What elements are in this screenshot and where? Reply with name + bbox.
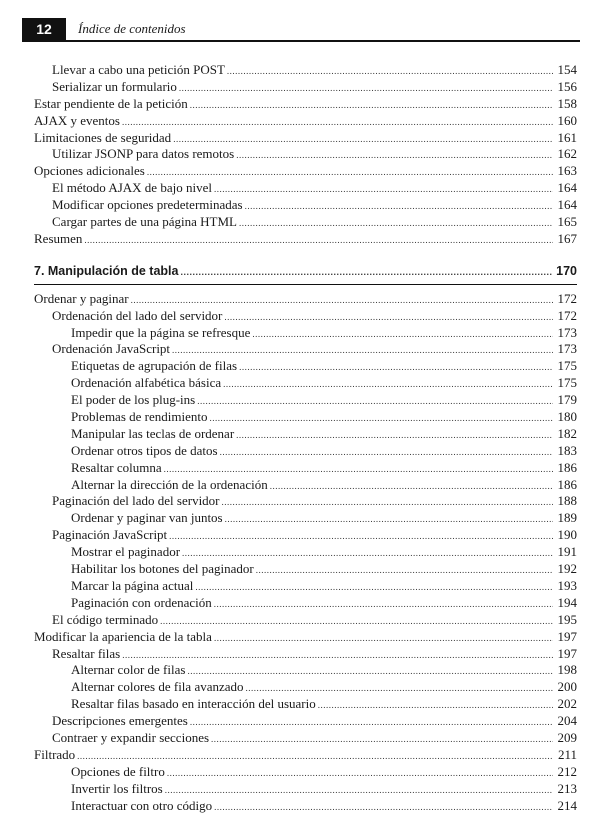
dot-leader: [214, 799, 553, 816]
toc-entry: [34, 426, 577, 443]
toc-entry: [34, 544, 577, 561]
toc-entry: [34, 409, 577, 426]
toc-entry: [34, 62, 577, 79]
toc-entry: [34, 214, 577, 231]
chapter-page-number: 170: [556, 263, 577, 278]
toc-entry-page-number: 198: [557, 662, 577, 678]
toc-entry-page-number: 188: [557, 493, 577, 509]
toc-entry: [34, 308, 577, 325]
toc-entry-page-number: 211: [557, 746, 577, 762]
toc-entry-label: Opciones de filtro: [71, 763, 165, 779]
dot-leader: [236, 427, 553, 444]
toc-entry: [34, 163, 577, 180]
dot-leader: [167, 765, 553, 782]
toc-entry-page-number: 180: [557, 409, 577, 425]
dot-leader: [245, 198, 553, 215]
toc-entry-label: Opciones adicionales: [34, 163, 145, 179]
toc-entry-label: Modificar la apariencia de la tabla: [34, 628, 212, 644]
toc-entry: [34, 561, 577, 578]
toc-entry-label: Filtrado: [34, 746, 76, 762]
toc-entry-page-number: 193: [557, 577, 577, 593]
toc-entry-label: Habilitar los botones del paginador: [71, 561, 254, 577]
dot-leader: [179, 80, 553, 97]
dot-leader: [252, 326, 553, 343]
dot-leader: [190, 714, 553, 731]
dot-leader: [256, 562, 553, 579]
toc-entry-page-number: 154: [557, 62, 577, 77]
dot-leader: [147, 164, 553, 181]
toc-entry: [34, 113, 577, 130]
table-of-contents: [34, 62, 577, 814]
toc-entry-label: El código terminado: [52, 611, 159, 627]
toc-entry: [34, 325, 577, 342]
toc-entry-page-number: 172: [557, 307, 577, 323]
toc-entry: [34, 612, 577, 629]
dot-leader: [190, 97, 553, 114]
dot-leader: [84, 232, 553, 249]
dot-leader: [224, 309, 553, 326]
toc-entry-page-number: 175: [557, 358, 577, 374]
toc-entry: [34, 341, 577, 358]
dot-leader: [318, 697, 553, 714]
toc-entry-label: Resaltar filas basado en interacción del usuario: [71, 696, 316, 712]
toc-entry-page-number: 197: [557, 628, 577, 644]
toc-entry-page-number: 165: [557, 214, 577, 230]
toc-entry-page-number: 186: [557, 476, 577, 492]
toc-entry-label: Marcar la página actual: [71, 577, 194, 593]
toc-entry-label: Descripciones emergentes: [52, 713, 188, 729]
toc-entry: [34, 713, 577, 730]
dot-leader: [173, 131, 553, 148]
dot-leader: [246, 680, 553, 697]
dot-leader: [222, 494, 553, 511]
toc-section-after: [34, 291, 577, 815]
dot-leader: [180, 264, 553, 281]
dot-leader: [172, 342, 553, 359]
dot-leader: [131, 292, 553, 309]
dot-leader: [220, 444, 553, 461]
toc-entry-page-number: 190: [557, 527, 577, 543]
toc-entry-label: Estar pendiente de la petición: [34, 95, 188, 111]
toc-entry-label: Ordenar otros tipos de datos: [71, 442, 218, 458]
toc-entry-page-number: 200: [557, 679, 577, 695]
toc-entry: [34, 696, 577, 713]
toc-entry: [34, 646, 577, 663]
dot-leader: [214, 596, 553, 613]
toc-entry-page-number: 209: [557, 729, 577, 745]
toc-entry-page-number: 182: [557, 425, 577, 441]
toc-entry: [34, 96, 577, 113]
toc-entry-label: Ordenación JavaScript: [52, 341, 171, 357]
dot-leader: [122, 647, 553, 664]
toc-entry: [34, 493, 577, 510]
toc-entry-page-number: 214: [557, 797, 577, 813]
toc-entry-label: Resaltar columna: [71, 459, 162, 475]
toc-entry-label: Paginación con ordenación: [71, 594, 212, 610]
toc-section-before: [34, 62, 577, 248]
toc-entry: [34, 477, 577, 494]
toc-entry-label: Ordenar y paginar: [34, 290, 129, 306]
page-number-badge: 12: [22, 18, 66, 40]
toc-entry-label: Alternar colores de fila avanzado: [71, 679, 244, 695]
toc-entry-page-number: 191: [557, 544, 577, 560]
dot-leader: [227, 63, 553, 80]
toc-entry-page-number: 183: [557, 442, 577, 458]
dot-leader: [77, 748, 553, 765]
dot-leader: [214, 630, 553, 647]
dot-leader: [209, 410, 553, 427]
dot-leader: [195, 579, 553, 596]
dot-leader: [214, 181, 553, 198]
dot-leader: [169, 528, 553, 545]
dot-leader: [164, 461, 553, 478]
toc-entry-page-number: 167: [557, 230, 577, 246]
dot-leader: [211, 731, 553, 748]
toc-entry-label: Alternar la dirección de la ordenación: [71, 476, 268, 492]
toc-entry-page-number: 160: [557, 112, 577, 128]
toc-entry-page-number: 212: [557, 763, 577, 779]
toc-entry-page-number: 158: [557, 95, 577, 111]
dot-leader: [187, 663, 553, 680]
toc-entry-page-number: 186: [557, 459, 577, 475]
toc-entry-page-number: 179: [557, 392, 577, 408]
dot-leader: [223, 376, 553, 393]
toc-entry-label: Limitaciones de seguridad: [34, 129, 172, 145]
toc-entry: [34, 595, 577, 612]
dot-leader: [239, 215, 553, 232]
toc-entry-label: Cargar partes de una página HTML: [52, 214, 237, 230]
toc-entry: [34, 79, 577, 96]
toc-entry: [34, 460, 577, 477]
toc-entry-page-number: 173: [557, 341, 577, 357]
toc-entry-label: Problemas de rendimiento: [71, 409, 208, 425]
dot-leader: [165, 782, 553, 799]
toc-entry-label: Utilizar JSONP para datos remotos: [52, 146, 235, 162]
chapter-label: 7. Manipulación de tabla: [34, 263, 179, 278]
toc-entry-page-number: 172: [557, 290, 577, 306]
toc-entry-label: Resumen: [34, 230, 83, 246]
toc-entry-label: Contraer y expandir secciones: [52, 729, 210, 745]
toc-entry-page-number: 213: [557, 780, 577, 796]
toc-entry-page-number: 156: [557, 78, 577, 94]
toc-entry-page-number: 164: [557, 180, 577, 196]
toc-entry-page-number: 197: [557, 645, 577, 661]
toc-entry: [34, 231, 577, 248]
toc-entry-label: Ordenación del lado del servidor: [52, 307, 223, 323]
toc-entry: [34, 392, 577, 409]
toc-entry-label: Alternar color de filas: [71, 662, 186, 678]
toc-entry: [34, 358, 577, 375]
toc-entry-page-number: 202: [557, 696, 577, 712]
toc-entry: [34, 679, 577, 696]
dot-leader: [270, 478, 553, 495]
running-header-title: Índice de contenidos: [78, 21, 186, 36]
toc-entry-label: Resaltar filas: [52, 645, 121, 661]
toc-entry-label: El método AJAX de bajo nivel: [52, 180, 212, 196]
dot-leader: [239, 359, 553, 376]
toc-entry-label: Paginación JavaScript: [52, 527, 168, 543]
running-header: [22, 18, 580, 42]
toc-entry: [34, 130, 577, 147]
toc-entry-label: Interactuar con otro código: [71, 797, 213, 813]
dot-leader: [160, 613, 553, 630]
toc-entry-label: Manipular las teclas de ordenar: [71, 425, 235, 441]
toc-entry-label: Serializar un formulario: [52, 78, 177, 94]
toc-entry: [34, 798, 577, 815]
toc-entry-label: AJAX y eventos: [34, 112, 120, 128]
toc-entry: [34, 180, 577, 197]
toc-entry-label: Ordenación alfabética básica: [71, 375, 222, 391]
toc-entry: [34, 662, 577, 679]
toc-entry: [34, 764, 577, 781]
toc-entry: [34, 578, 577, 595]
chapter-heading: [34, 263, 577, 285]
toc-entry: [34, 527, 577, 544]
toc-entry-page-number: 189: [557, 510, 577, 526]
toc-entry: [34, 781, 577, 798]
dot-leader: [122, 114, 553, 131]
toc-entry-page-number: 162: [557, 146, 577, 162]
toc-entry: [34, 510, 577, 527]
toc-entry-label: Mostrar el paginador: [71, 544, 181, 560]
toc-entry: [34, 747, 577, 764]
toc-entry-label: Invertir los filtros: [71, 780, 163, 796]
toc-entry-label: Paginación del lado del servidor: [52, 493, 220, 509]
toc-entry: [34, 730, 577, 747]
toc-entry-label: El poder de los plug-ins: [71, 392, 196, 408]
toc-entry: [34, 291, 577, 308]
toc-entry-page-number: 175: [557, 375, 577, 391]
toc-entry: [34, 629, 577, 646]
toc-entry-label: Ordenar y paginar van juntos: [71, 510, 223, 526]
toc-entry-label: Llevar a cabo una petición POST: [52, 62, 225, 77]
dot-leader: [236, 147, 553, 164]
toc-entry: [34, 443, 577, 460]
toc-entry-label: Etiquetas de agrupación de filas: [71, 358, 238, 374]
toc-entry-page-number: 195: [557, 611, 577, 627]
toc-entry-page-number: 173: [557, 324, 577, 340]
dot-leader: [197, 393, 553, 410]
toc-entry: [34, 375, 577, 392]
toc-entry-page-number: 163: [557, 163, 577, 179]
toc-entry-page-number: 164: [557, 197, 577, 213]
toc-entry: [34, 197, 577, 214]
toc-entry-label: Impedir que la página se refresque: [71, 324, 251, 340]
toc-entry-label: Modificar opciones predeterminadas: [52, 197, 243, 213]
toc-entry-page-number: 204: [557, 713, 577, 729]
dot-leader: [225, 511, 553, 528]
dot-leader: [182, 545, 553, 562]
toc-entry: [34, 146, 577, 163]
toc-entry-page-number: 192: [557, 561, 577, 577]
toc-entry-page-number: 161: [557, 129, 577, 145]
toc-entry-page-number: 194: [557, 594, 577, 610]
